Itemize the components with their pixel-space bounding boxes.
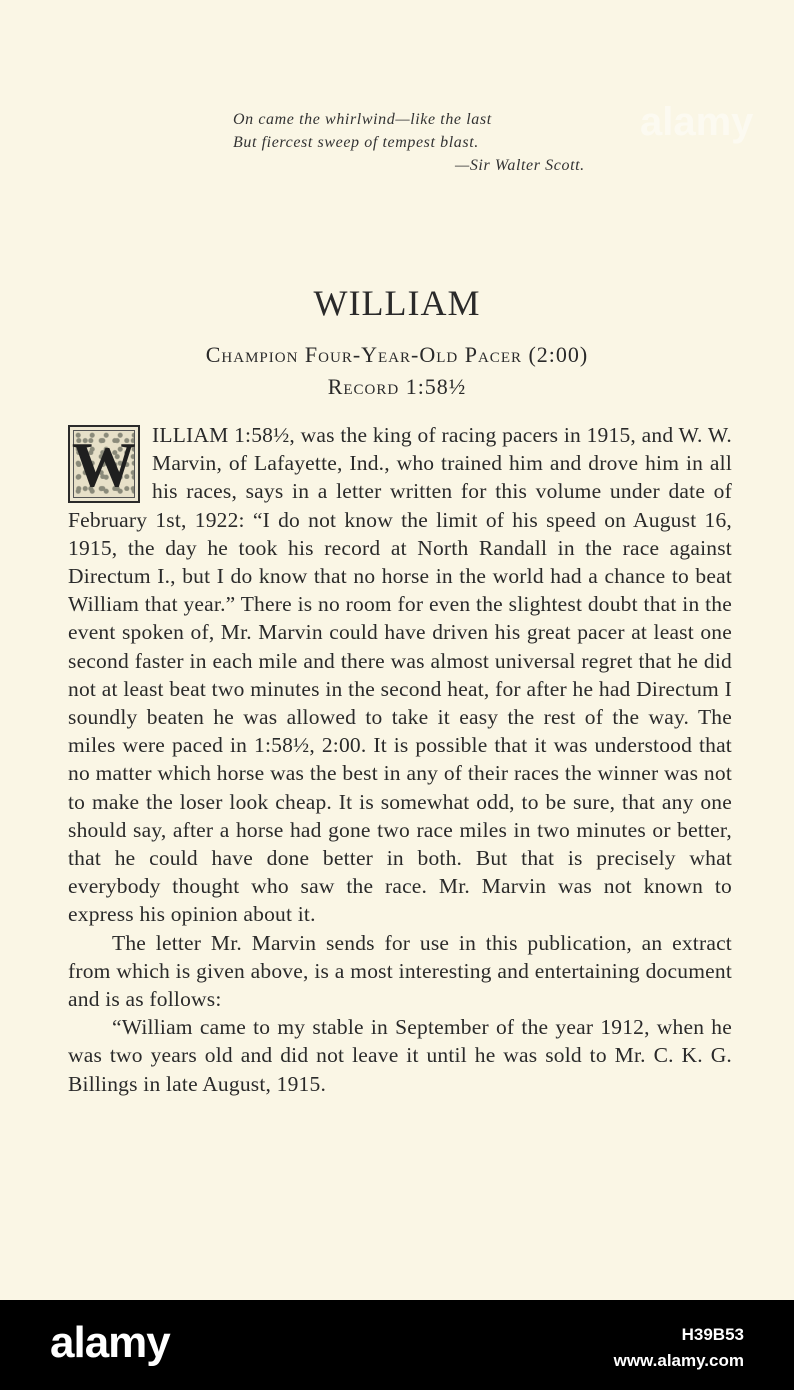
site-url: www.alamy.com [613,1351,744,1370]
epigraph [233,108,633,177]
epigraph-attribution: —Sir Walter Scott. [455,157,585,174]
chapter-subtitle-record: Record 1:58½ [327,374,467,399]
body-text [68,421,732,1098]
chapter-title: WILLIAM [313,283,481,323]
epigraph-line-2: But fiercest sweep of tempest blast. [233,134,479,151]
alamy-watermark: alamy [640,100,754,144]
paragraph-2: The letter Mr. Marvin sends for use in this publication, an extract from which is given above, is a most interesting and entertaining document and is as follows: [68,930,732,1012]
paragraph-1-text: ILLIAM 1:58½, was the king of racing pacers in 1915, and W. W. Marvin, of Lafayette, Ind., who trained him and drove him in all his races, says in a letter written for this volume under date of February 1st, 1922: “I do not know the limit of his speed on August 16, 1915, the day he took his record at North Randall in the race against Directum I., but I do know that no horse in the world had a chance to beat William that year.” There is no room for even the slightest doubt that in the event spoken of, Mr. Marvin could have driven his great pacer at least one second faster in each mile and there was almost universal regret that he did not at least beat two minutes in the second heat, for after he had Directum I soundly beaten he was allowed to take it easy the rest of the way. The miles were paced in 1:58½, 2:00. It is possible that it was understood that no matter which horse was the best in any of their races the winner was not to make the loser look cheap. It is somewhat odd, to be sure, that any one should say, after a horse had gone two race miles in two minutes or better, that he could have done better in both. But that is precisely what everybody thought who saw the race. Mr. Marvin was not known to express his opinion about it. [68,423,732,927]
image-info [614,1322,744,1374]
paragraph-1 [68,421,732,929]
paragraph-3: “William came to my stable in September of the year 1912, when he was two years old and did not leave it until he was sold to Mr. C. K. G. Billings in late August, 1915. [68,1015,732,1096]
alamy-footer-bar [0,1300,794,1390]
chapter-subtitle-champion: Champion Four-Year-Old Pacer (2:00) [205,342,589,367]
dropcap-letter: W [71,429,137,500]
epigraph-line-1: On came the whirlwind—like the last [233,111,492,128]
decorated-initial-w [68,425,140,503]
image-id: H39B53 [681,1325,744,1344]
alamy-logo: alamy [50,1318,170,1367]
